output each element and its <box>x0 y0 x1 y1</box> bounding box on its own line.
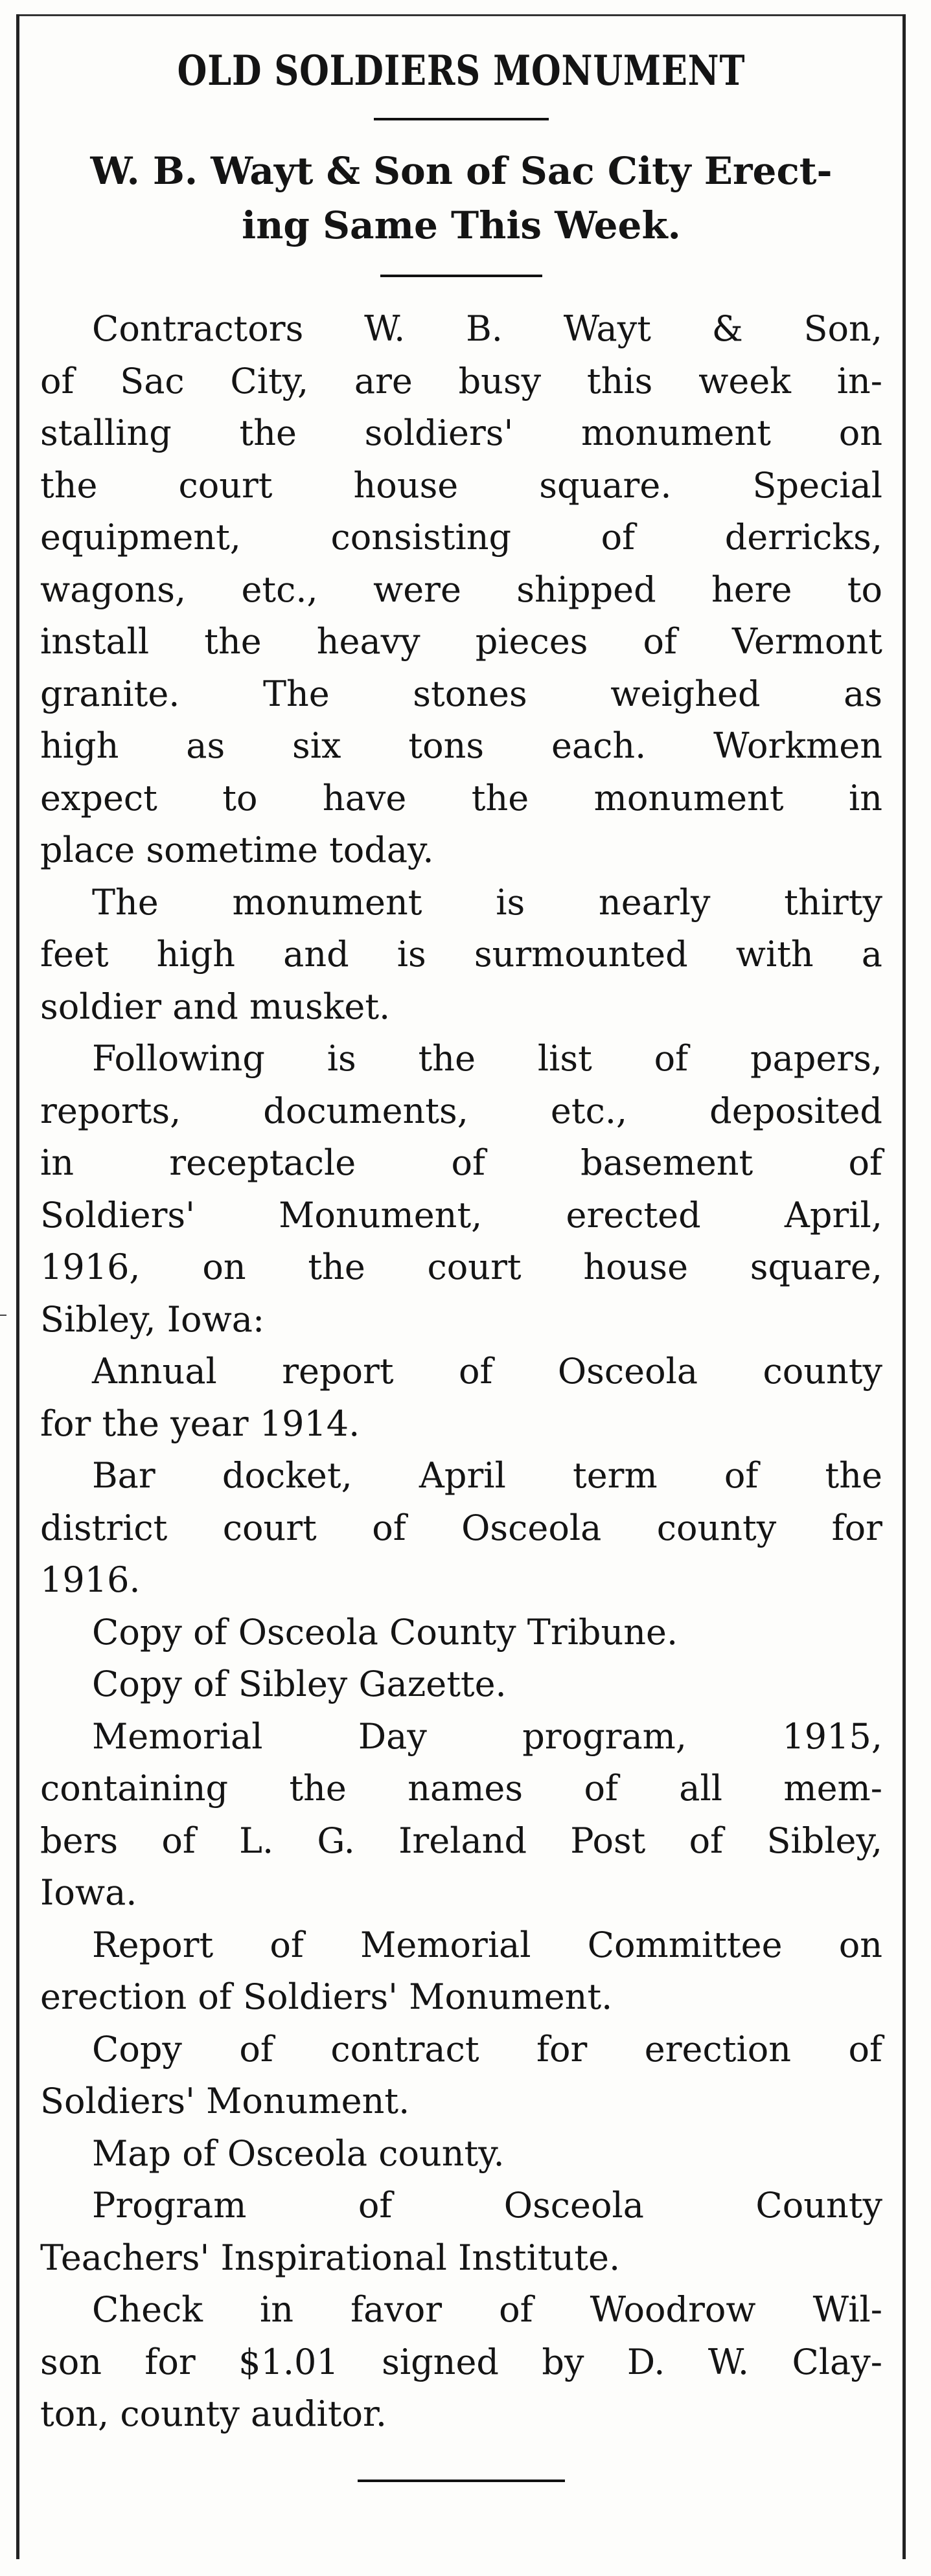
end-divider <box>358 2480 565 2482</box>
text-line: district court of Osceola county for <box>40 1507 882 1548</box>
text-line: Copy of Sibley Gazette. <box>92 1664 507 1704</box>
text-line: 1916. <box>40 1559 141 1600</box>
text-line: Memorial Day program, 1915, <box>92 1715 882 1757</box>
paragraph <box>40 1450 882 1607</box>
paragraph <box>40 2284 882 2441</box>
paragraph <box>40 2024 882 2128</box>
text-line: erection of Soldiers' Monument. <box>40 1976 613 2017</box>
text-line: expect to have the monument in <box>40 777 882 819</box>
text-line: Copy of Osceola County Tribune. <box>92 1611 678 1653</box>
text-line: granite. The stones weighed as <box>40 673 882 714</box>
text-line: Bar docket, April term of the <box>92 1455 882 1496</box>
margin-mark <box>0 1315 6 1316</box>
text-line: wagons, etc., were shipped here to <box>40 569 882 610</box>
text-line: Copy of contract for erection of <box>92 2028 882 2070</box>
paragraph <box>40 2128 882 2180</box>
paragraph <box>40 2180 882 2284</box>
text-line: high as six tons each. Workmen <box>40 725 882 766</box>
subheadline-divider <box>380 275 542 277</box>
subheadline-line: ing Same This Week. <box>242 203 681 247</box>
text-line: in receptacle of basement of <box>40 1142 882 1183</box>
top-border-rule <box>16 14 906 16</box>
paragraph <box>40 1346 882 1450</box>
text-line: feet high and is surmounted with a <box>40 934 882 975</box>
paragraph <box>40 1658 882 1711</box>
text-line: stalling the soldiers' monument on <box>40 412 882 453</box>
left-column-rule <box>16 14 19 2559</box>
text-line: Iowa. <box>40 1872 137 1913</box>
paragraph <box>40 1607 882 1659</box>
text-line: Map of Osceola county. <box>92 2132 505 2174</box>
text-line: soldier and musket. <box>40 986 391 1027</box>
paragraph <box>40 1711 882 1919</box>
text-line: of Sac City, are busy this week in- <box>40 360 882 401</box>
text-line: Soldiers' Monument. <box>40 2081 410 2121</box>
article-column <box>40 45 882 2482</box>
text-line: Contractors W. B. Wayt & Son, <box>92 308 882 349</box>
text-line: Soldiers' Monument, erected April, <box>40 1194 882 1236</box>
text-line: ton, county auditor. <box>40 2393 387 2434</box>
paragraph <box>40 303 882 877</box>
paragraph <box>40 1919 882 2024</box>
text-line: Report of Memorial Committee on <box>92 1924 882 1965</box>
text-line: bers of L. G. Ireland Post of Sibley, <box>40 1820 882 1861</box>
text-line: Sibley, Iowa: <box>40 1298 265 1340</box>
headline: OLD SOLDIERS MONUMENT <box>177 47 746 95</box>
text-line: Teachers' Inspirational Institute. <box>40 2237 621 2278</box>
text-line: Program of Osceola County <box>92 2185 882 2226</box>
subheadline-line: W. B. Wayt & Son of Sac City Erect- <box>90 149 833 193</box>
text-line: Check in favor of Woodrow Wil- <box>92 2289 882 2330</box>
text-line: reports, documents, etc., deposited <box>40 1090 882 1131</box>
subheadline <box>40 144 882 253</box>
paragraph <box>40 1033 882 1346</box>
text-line: Annual report of Osceola county <box>92 1351 882 1392</box>
text-line: The monument is nearly thirty <box>92 881 882 923</box>
text-line: place sometime today. <box>40 830 434 870</box>
right-column-rule <box>902 14 906 2559</box>
text-line: for the year 1914. <box>40 1403 360 1444</box>
text-line: install the heavy pieces of Vermont <box>40 621 882 662</box>
headline-divider <box>374 118 549 120</box>
text-line: 1916, on the court house square, <box>40 1247 882 1287</box>
text-line: son for $1.01 signed by D. W. Clay- <box>40 2341 882 2382</box>
text-line: the court house square. Special <box>40 464 882 506</box>
paragraph <box>40 877 882 1034</box>
article-body <box>40 303 882 2441</box>
text-line: Following is the list of papers, <box>92 1038 882 1079</box>
text-line: containing the names of all mem- <box>40 1768 882 1809</box>
text-line: equipment, consisting of derricks, <box>40 517 882 558</box>
